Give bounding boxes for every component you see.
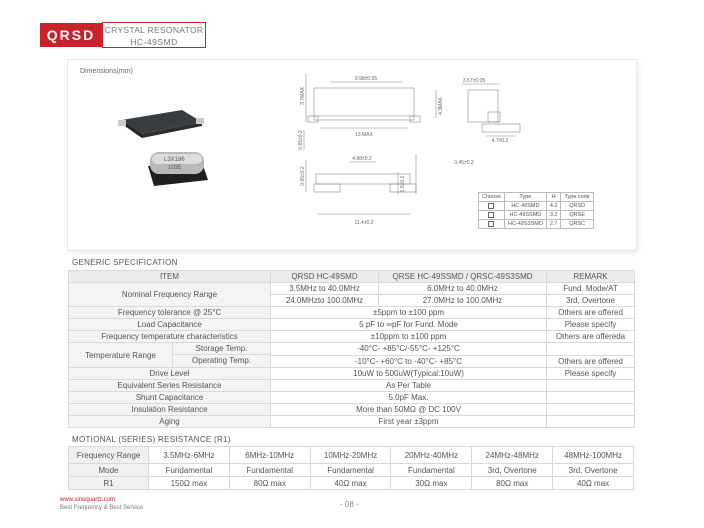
brand-logo: QRSD [40, 23, 102, 47]
value-cell: 5 pF to ∞pF for Fund. Mode [271, 319, 547, 331]
h-cell: 3.2 [546, 211, 561, 220]
value-cell: ±5ppm to ±100 ppm [271, 307, 547, 319]
r1-cell: 40Ω max [310, 477, 391, 490]
remark-cell: Others are offered [547, 355, 635, 368]
h-cell: 4.2 [546, 202, 561, 211]
range-cell: 3.5MHz-6MHz [149, 447, 230, 464]
dim-width: 9.98±0.05 [354, 76, 378, 82]
mode-row-label: Mode [69, 464, 149, 477]
remark-cell: Others are offered [547, 307, 635, 319]
code-cell: QRSE [561, 211, 593, 220]
product-photo [110, 100, 210, 200]
remark-cell [547, 404, 635, 416]
item-cell: Insulation Resistance [69, 404, 271, 416]
dim-depth: 3.57±0.05 [462, 78, 486, 84]
table-row [69, 392, 635, 404]
value-cell: First year ±3ppm [271, 416, 547, 428]
dim-height-left: 3.7MAX [300, 87, 306, 105]
item-cell: Frequency temperature characteristics [69, 331, 271, 343]
type-choose-table [478, 192, 594, 229]
chip-marking-2: 1035 [168, 165, 182, 171]
value-cell: 10uW to 500uW(Typical:10uW) [271, 368, 547, 380]
freq-range-row-label: Frequency Range [69, 447, 149, 464]
value-cell: 5.0pF Max. [271, 392, 547, 404]
type-cell: HC-49SMD [504, 202, 546, 211]
crystal-can-photo [148, 152, 208, 186]
remark-cell: 3rd, Overtone [547, 295, 635, 307]
range-cell: 6MHz-10MHz [229, 447, 310, 464]
remark-cell [547, 416, 635, 428]
value-cell: More than 50MΩ @ DC 100V [271, 404, 547, 416]
r1-cell: 150Ω max [149, 477, 230, 490]
type-cell: HC-49S3SMD [504, 220, 546, 229]
item-cell: Load Capacitance [69, 319, 271, 331]
dim-side-width: 4.7±0.2 [491, 138, 509, 144]
r1-cell: 30Ω max [391, 477, 472, 490]
range-cell: 24MHz-48MHz [472, 447, 553, 464]
h-cell: 2.7 [546, 220, 561, 229]
mode-cell: Fundamental [310, 464, 391, 477]
dim-height-mid: 4.3MAX [438, 97, 444, 115]
code-cell: QRSD [561, 202, 593, 211]
r1-cell: 80Ω max [229, 477, 310, 490]
value-cell: ±10ppm to ±100 ppm [271, 331, 547, 343]
remark-cell [547, 380, 635, 392]
table-row [69, 331, 635, 343]
value-cell: -40°C- +85°C/-55°C- +125°C [271, 343, 547, 356]
table-row [69, 368, 635, 380]
dim-length: 13 MAX [355, 132, 373, 138]
table-row [479, 220, 594, 229]
r1-cell: 40Ω max [553, 477, 634, 490]
remark-cell: Fund. Mode/AT [547, 283, 635, 295]
chip-marking-1: L3X186 [164, 157, 185, 163]
choose-header: Choose [479, 193, 505, 202]
table-row [69, 447, 634, 464]
qrsd-cell: 3.5MHz to 40.0MHz [271, 283, 379, 295]
item-cell: Equivalent Series Resistance [69, 380, 271, 392]
mode-cell: Fundamental [149, 464, 230, 477]
table-row [69, 380, 635, 392]
generic-spec-title: GENERIC SPECIFICATION [72, 258, 178, 267]
type-header: Type [504, 193, 546, 202]
dimensions-title: Dimensions(mm) [80, 68, 133, 75]
storage-temp-label: Storage Temp. [173, 343, 270, 355]
range-cell: 20MHz-40MHz [391, 447, 472, 464]
qrsd-header: QRSD HC-49SMD [271, 271, 379, 283]
table-row [69, 283, 635, 295]
item-cell: Frequency tolerance @ 25°C [69, 307, 271, 319]
table-row [479, 202, 594, 211]
remark-cell: Please specify [547, 368, 635, 380]
dim-total-length: 11.4±0.2 [354, 220, 374, 226]
value-cell: As Per Table [271, 380, 547, 392]
table-row [69, 343, 635, 356]
r1-row-label: R1 [69, 477, 149, 490]
h-header: H [546, 193, 561, 202]
type-code-header: Type code [561, 193, 593, 202]
choose-checkbox-qrsd[interactable] [488, 203, 494, 209]
choose-checkbox-qrsc[interactable] [488, 221, 494, 227]
dim-lead-height-2: 0.65±0.2 [300, 166, 306, 186]
mode-cell: Fundamental [229, 464, 310, 477]
dim-pad: 4.88±0.2 [352, 156, 372, 162]
remark-cell [547, 392, 635, 404]
table-row [69, 319, 635, 331]
choose-checkbox-qrse[interactable] [488, 212, 494, 218]
remark-cell [547, 343, 635, 356]
range-cell: 10MHz-20MHz [310, 447, 391, 464]
page-number: - 08 - [340, 500, 359, 509]
product-title-box [102, 22, 206, 48]
qrsd-cell: 24.0MHzto 100.0MHz [271, 295, 379, 307]
item-cell: Shunt Capacitance [69, 392, 271, 404]
code-cell: QRSC [561, 220, 593, 229]
table-row [69, 464, 634, 477]
value-cell: -10°C- +60°C to -40°C- +85°C [271, 355, 547, 368]
table-row [69, 307, 635, 319]
table-row [69, 477, 634, 490]
remark-header: REMARK [547, 271, 635, 283]
side-view-drawing [452, 72, 532, 172]
table-row [69, 416, 635, 428]
dim-pad-gap: 0.45±0.2 [454, 160, 474, 166]
spec-header-row [69, 271, 635, 283]
generic-spec-table [68, 270, 635, 428]
mode-cell: 3rd, Overtone [472, 464, 553, 477]
table-row [479, 211, 594, 220]
footer-slogan: Best Frequency & Best Service [60, 505, 144, 511]
qrse-cell: 27.0MHz to 100.0MHz [379, 295, 547, 307]
remark-cell: Please specify [547, 319, 635, 331]
motional-resistance-table [68, 446, 634, 490]
mode-cell: 3rd, Overtone [553, 464, 634, 477]
remark-cell: Others are offereda [547, 331, 635, 343]
operating-temp-label: Operating Temp. [192, 356, 251, 365]
mode-cell: Fundamental [391, 464, 472, 477]
footer-url[interactable]: www.sinoquartz.com [60, 497, 116, 503]
range-cell: 48MHz-100MHz [553, 447, 634, 464]
item-cell: Drive Level [69, 368, 271, 380]
freq-range-label: Nominal Frequency Range [69, 283, 271, 307]
temp-range-label: Temperature Range [69, 343, 173, 367]
motional-title: MOTIONAL (SERIES) RESISTANCE (R1) [72, 435, 231, 444]
item-header: ITEM [69, 271, 271, 283]
qrse-cell: 6.0MHz to 40.0MHz [379, 283, 547, 295]
temp-range-cell [69, 343, 271, 368]
table-row [69, 404, 635, 416]
product-model: HC-49SMD [130, 37, 178, 47]
table-header-row [479, 193, 594, 202]
product-category: CRYSTAL RESONATOR [104, 25, 204, 35]
smd-base-photo [118, 110, 204, 138]
r1-cell: 80Ω max [472, 477, 553, 490]
dim-pad-thickness: 0.5±0.1 [400, 175, 406, 193]
item-cell: Aging [69, 416, 271, 428]
dim-lead-height: 0.65±0.2 [298, 130, 304, 150]
qrse-header: QRSE HC-49SSMD / QRSC-49S3SMD [379, 271, 547, 283]
type-cell: HC-49SSMD [504, 211, 546, 220]
